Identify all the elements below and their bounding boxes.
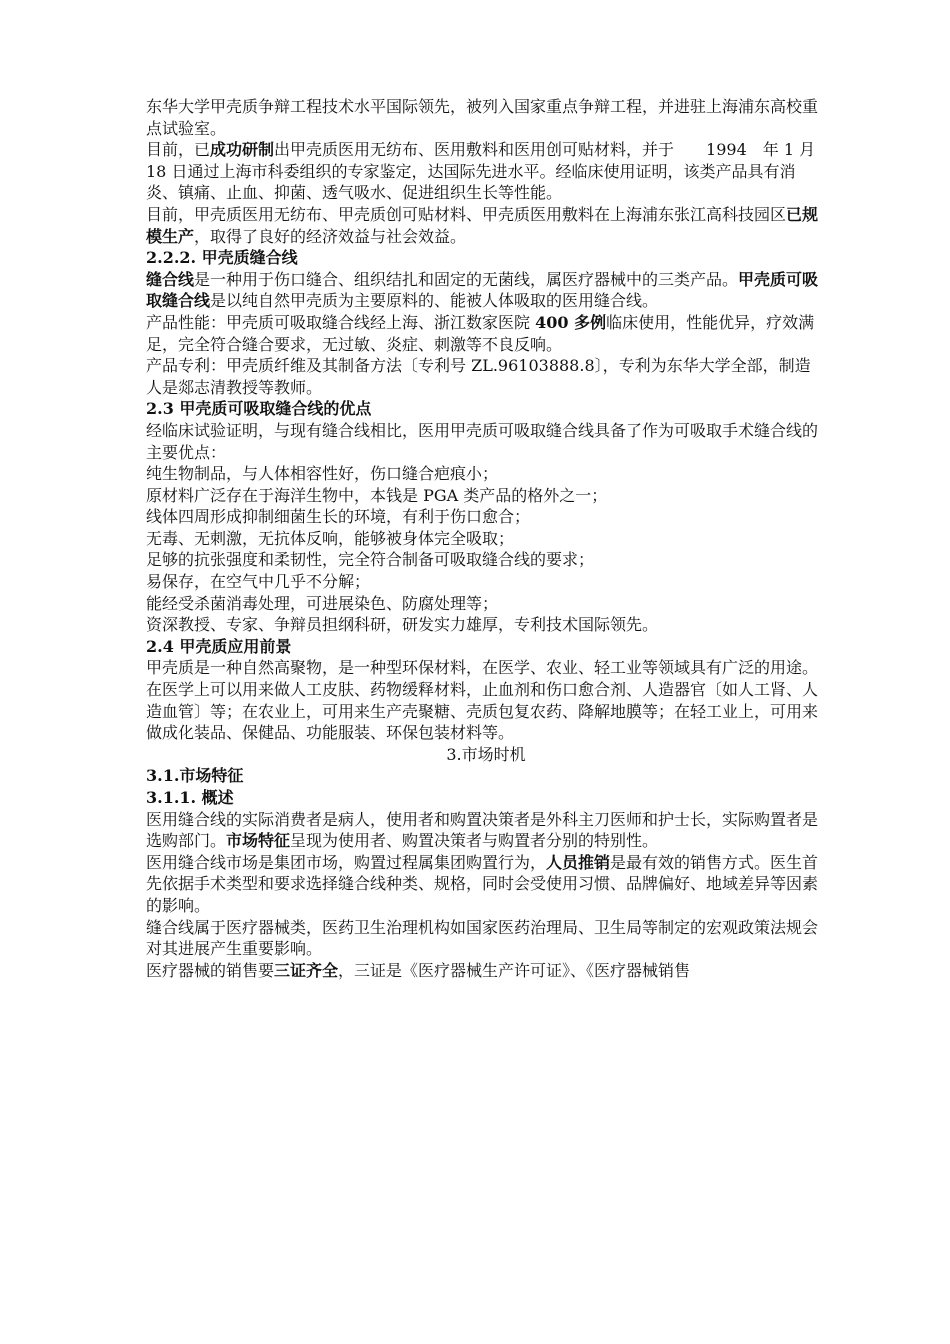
- list-item: 资深教授、专家、争辩员担纲科研，研发实力雄厚，专利技术国际领先。: [146, 615, 659, 635]
- paragraph-advantages-intro: 经临床试验证明，与现有缝合线相比，医用甲壳质可吸取缝合线具备了作为可吸取手术缝合线的主要优点：: [146, 420, 819, 462]
- bold-successfully-developed: 成功研制: [210, 140, 275, 160]
- list-item: 易保存，在空气中几乎不分解；: [146, 572, 371, 592]
- paragraph-products-developed: 目前，已成功研制出甲壳质医用无纺布、医用敷料和医用创可贴材料，并于 1994 年 1 月 18 日通过上海市科委组织的专家鉴定，达国际先进水平。经临床使用证明，该类产品具有消炎、镇痛、止血、抑菌、透气吸水、促进组织生长等性能。: [146, 140, 816, 203]
- list-item: 无毒、无刺激，无抗体反响，能够被身体完全吸取；: [146, 528, 515, 548]
- paragraph-application-prospects: 甲壳质是一种自然高聚物，是一种型环保材料，在医学、农业、轻工业等领域具有广泛的用途。在医学上可以用来做人工皮肤、药物缓释材料，止血剂和伤口愈合剂、人造器官〔如人工肾、人造血管〕等；在农业上，可用来生产壳聚糖、壳质包复农药、降解地膜等；在轻工业上，可用来做成化装品、保健品、功能服装、环保包装材料等。: [146, 658, 819, 743]
- list-item: 原材料广泛存在于海洋生物中，本钱是 PGA 类产品的格外之一；: [146, 485, 608, 505]
- list-item: 纯生物制品，与人体相容性好，伤口缝合疤痕小；: [146, 464, 499, 484]
- heading-2-2-2: 2.2.2. 甲壳质缝合线: [146, 248, 298, 268]
- paragraph-suture-definition: 缝合线是一种用于伤口缝合、组织结扎和固定的无菌线，属医疗器械中的三类产品。甲壳质可吸取缝合线是以纯自然甲壳质为主要原料的、能被人体吸取的医用缝合线。: [146, 269, 819, 311]
- paragraph-certificates: 医疗器械的销售要三证齐全，三证是《医疗器械生产许可证》、《医疗器械销售: [146, 960, 691, 980]
- paragraph-regulation: 缝合线属于医疗器械类，医药卫生治理机构如国家医药治理局、卫生局等制定的宏观政策法规会对其进展产生重要影响。: [146, 917, 819, 959]
- paragraph-lab-intro: 东华大学甲壳质争辩工程技术水平国际领先，被列入国家重点争辩工程，并进驻上海浦东高校重点试验室。: [146, 97, 819, 138]
- bold-absorbable-suture: 甲壳质可吸取缝合线: [146, 269, 819, 311]
- paragraph-product-patent: 产品专利：甲壳质纤维及其制备方法〔专利号 ZL.96103888.8〕，专利为东华大学全部，制造人是郯志清教授等教师。: [146, 356, 811, 397]
- heading-2-3: 2.3 甲壳质可吸取缝合线的优点: [146, 399, 372, 419]
- bold-mass-produced: 已规模生产: [146, 204, 819, 246]
- heading-3-1-1: 3.1.1. 概述: [146, 788, 234, 807]
- paragraph-mass-production: 目前，甲壳质医用无纺布、甲壳质创可贴材料、甲壳质医用敷料在上海浦东张江高科技园区已规模生产，取得了良好的经济效益与社会效益。: [146, 204, 819, 246]
- bold-suture: 缝合线: [146, 269, 195, 289]
- heading-3-1: 3.1.市场特征: [146, 766, 244, 786]
- heading-2-4: 2.4 甲壳质应用前景: [146, 636, 292, 656]
- bold-three-certificates: 三证齐全: [274, 960, 339, 980]
- section-title-market-opportunity: 3.市场时机: [446, 744, 526, 764]
- paragraph-group-market: 医用缝合线市场是集团市场，购置过程属集团购置行为，人员推销是最有效的销售方式。医生首先依据手术类型和要求选择缝合线种类、规格，同时会受使用习惯、品牌偏好、地域差异等因素的影响。: [146, 852, 819, 915]
- paragraph-consumers: 医用缝合线的实际消费者是病人，使用者和购置决策者是外科主刀医师和护士长，实际购置者是选购部门。市场特征呈现为使用者、购置决策者与购置者分别的特别性。: [146, 809, 819, 851]
- list-item: 线体四周形成抑制细菌生长的环境，有利于伤口愈合；: [146, 507, 531, 527]
- list-item: 能经受杀菌消毒处理，可进展染色、防腐处理等；: [146, 593, 499, 613]
- bold-market-features: 市场特征: [226, 831, 291, 851]
- list-item: 足够的抗张强度和柔韧性，完全符合制备可吸取缝合线的要求；: [146, 550, 595, 570]
- bold-case-count: 400 多例: [535, 312, 607, 332]
- paragraph-product-performance: 产品性能：甲壳质可吸取缝合线经上海、浙江数家医院 400 多例临床使用，性能优异，疗效满足，完全符合缝合要求，无过敏、炎症、刺激等不良反响。: [146, 312, 815, 354]
- bold-personal-selling: 人员推销: [546, 852, 611, 872]
- document-page: [146, 96, 826, 981]
